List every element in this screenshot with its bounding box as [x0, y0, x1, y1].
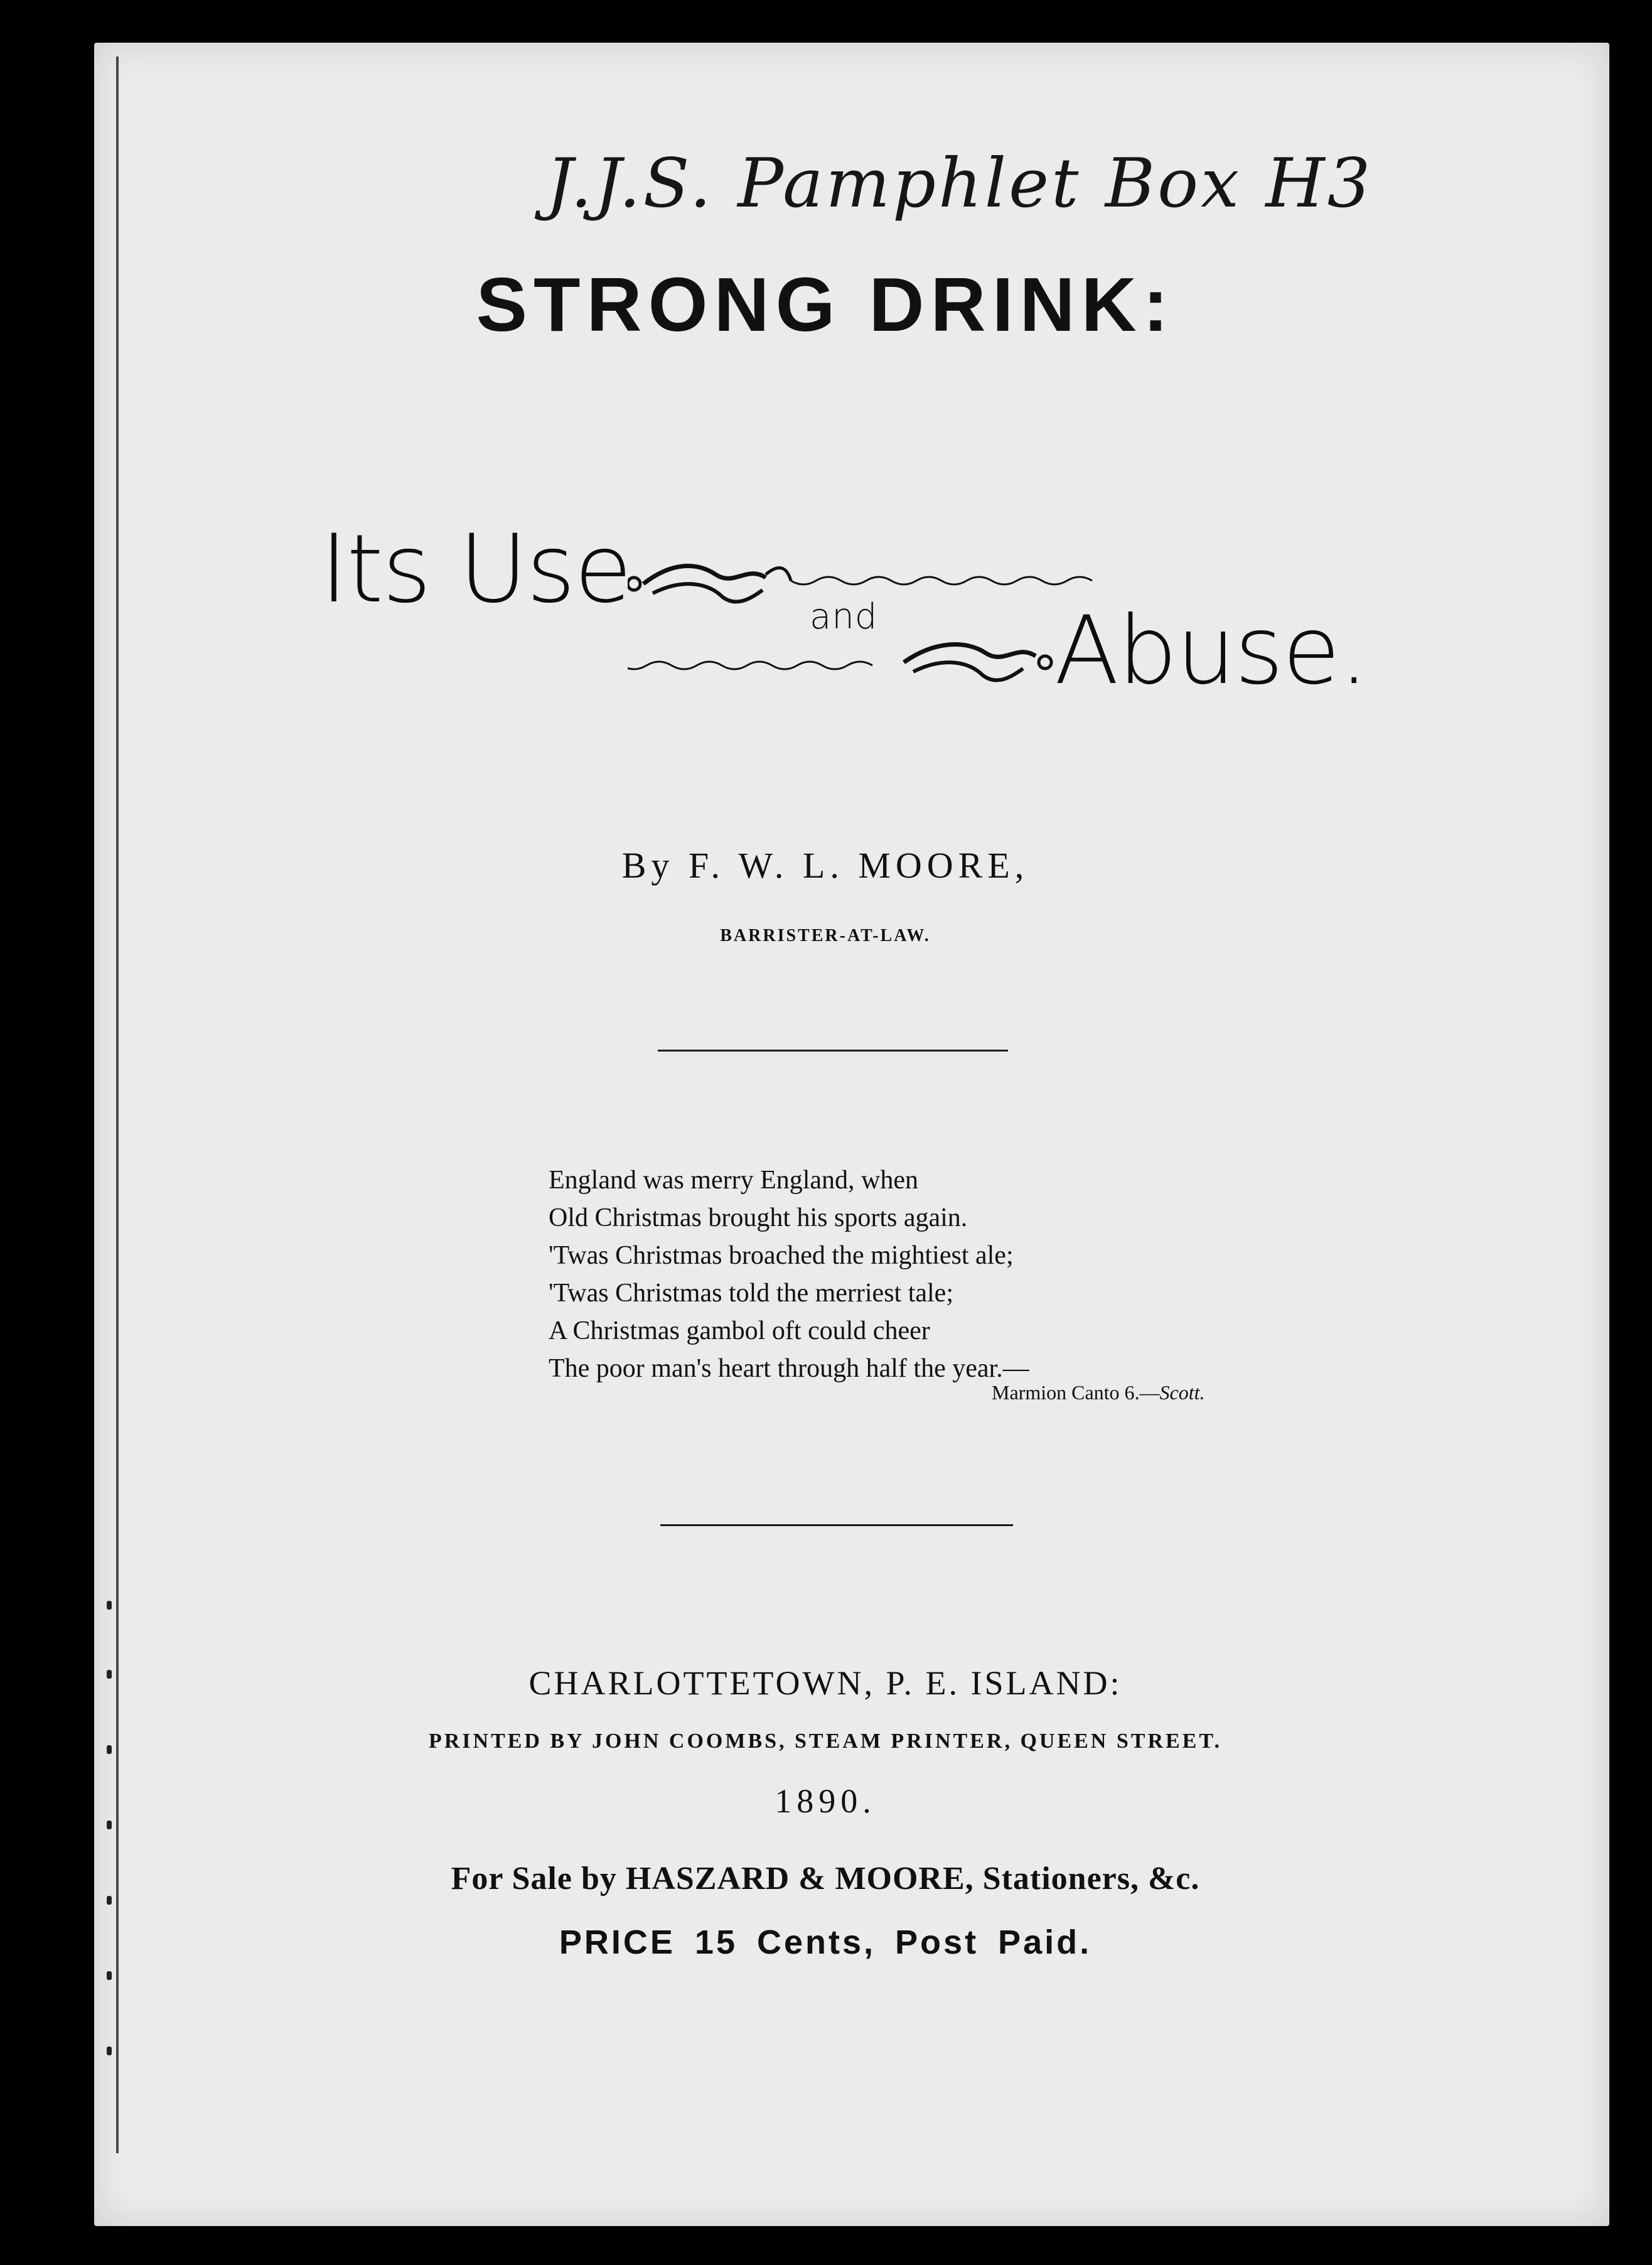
- author-credential: BARRISTER-AT-LAW.: [720, 926, 931, 945]
- divider-rule: [660, 1524, 1013, 1526]
- imprint-year: 1890.: [775, 1782, 876, 1820]
- subtitle-part1: Its Use: [320, 515, 631, 624]
- pamphlet-cover: [94, 43, 1609, 2226]
- imprint-place: CHARLOTTETOWN, P. E. ISLAND:: [528, 1664, 1122, 1702]
- main-title: STRONG DRINK:: [476, 262, 1175, 347]
- binding-stitch: [107, 1670, 112, 1679]
- attribution-source: Marmion Canto 6.—: [992, 1381, 1160, 1404]
- author-byline: By F. W. L. MOORE,: [621, 845, 1029, 886]
- attribution-author: Scott.: [1159, 1381, 1205, 1404]
- binding-stitch: [107, 1601, 112, 1610]
- poem-line: 'Twas Christmas told the merriest tale;: [549, 1279, 953, 1308]
- poem-attribution: [992, 1381, 1205, 1404]
- poem-line: 'Twas Christmas broached the mightiest ale;: [549, 1241, 1014, 1270]
- binding-stitch: [107, 1821, 112, 1829]
- handwritten-note: J.J.S. Pamphlet Box H3: [546, 144, 1373, 223]
- epigraph-poem: [549, 1161, 1029, 1387]
- binding-stitch: [107, 1896, 112, 1905]
- poem-line: The poor man's heart through half the year.—: [549, 1354, 1029, 1383]
- subtitle-connector: and: [810, 596, 878, 637]
- binding-stitch: [107, 2047, 112, 2055]
- poem-line: Old Christmas brought his sports again.: [549, 1203, 968, 1232]
- poem-line: A Christmas gambol oft could cheer: [549, 1316, 930, 1345]
- sale-notice: For Sale by HASZARD & MOORE, Stationers, &c.: [451, 1861, 1200, 1896]
- binding-edge: [116, 56, 125, 2153]
- divider-rule: [658, 1050, 1008, 1052]
- imprint-printer: PRINTED BY JOHN COOMBS, STEAM PRINTER, QUEEN STREET.: [428, 1730, 1223, 1753]
- poem-line: England was merry England, when: [549, 1166, 919, 1195]
- price-notice: PRICE 15 Cents, Post Paid.: [559, 1923, 1092, 1961]
- decorative-subtitle: [301, 515, 1368, 728]
- binding-stitch: [107, 1971, 112, 1980]
- binding-stitch: [107, 1745, 112, 1754]
- subtitle-part2: Abuse.: [1054, 596, 1368, 706]
